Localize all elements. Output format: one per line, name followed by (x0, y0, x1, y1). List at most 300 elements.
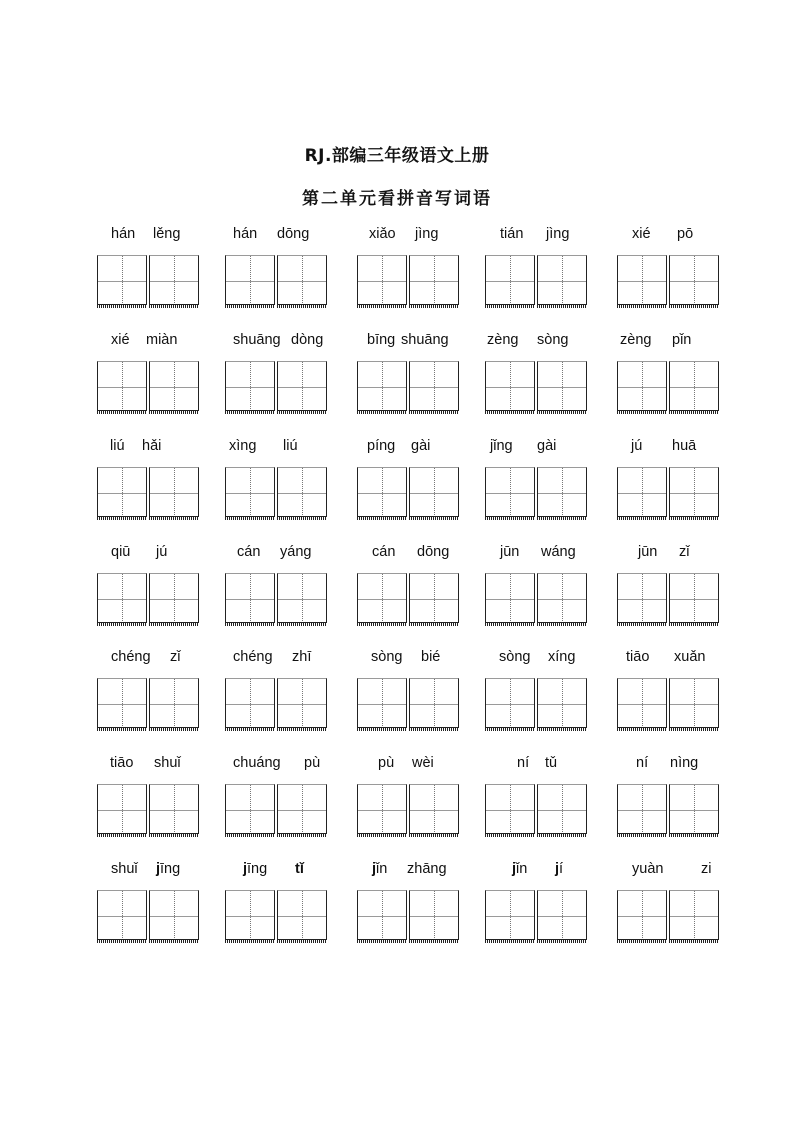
tianzige-pair (357, 361, 461, 413)
guide-line-horizontal (410, 599, 458, 600)
pinyin-label (357, 438, 461, 458)
tianzige-pair (617, 678, 721, 730)
pinyin-syllable: zǐ (679, 544, 690, 560)
tianzige-pair (225, 890, 329, 942)
guide-line-horizontal (358, 281, 406, 282)
guide-line-horizontal (670, 387, 718, 388)
pinyin-syllable: jú (156, 544, 168, 560)
word-item (97, 544, 201, 650)
pinyin-label (485, 438, 589, 458)
pinyin-label (225, 438, 329, 458)
word-item (225, 544, 329, 650)
writing-box[interactable] (537, 573, 587, 623)
word-row (0, 649, 794, 755)
pinyin-syllable: dòng (291, 332, 324, 348)
pinyin-syllable: tián (500, 226, 524, 242)
pinyin-syllable: chuáng (233, 755, 281, 771)
guide-line-horizontal (538, 916, 586, 917)
word-item (97, 226, 201, 332)
pinyin-syllable: jūn (638, 544, 658, 560)
guide-line-horizontal (670, 704, 718, 705)
word-item (357, 438, 461, 544)
pinyin-label (225, 755, 329, 775)
tianzige-pair (485, 361, 589, 413)
word-item (225, 649, 329, 755)
word-item (617, 544, 721, 650)
writing-box[interactable] (485, 890, 535, 940)
writing-box[interactable] (537, 678, 587, 728)
guide-line-horizontal (358, 704, 406, 705)
guide-line-horizontal (358, 493, 406, 494)
writing-box[interactable] (97, 784, 147, 834)
writing-box[interactable] (485, 573, 535, 623)
word-item (357, 332, 461, 438)
guide-line-horizontal (486, 916, 534, 917)
writing-box[interactable] (409, 573, 459, 623)
word-item (357, 861, 461, 967)
pinyin-label (617, 755, 721, 775)
pinyin-label (225, 544, 329, 564)
writing-box[interactable] (277, 890, 327, 940)
guide-line-horizontal (410, 493, 458, 494)
pinyin-syllable: chéng (233, 649, 273, 665)
pinyin-syllable: tǔ (545, 755, 558, 771)
writing-box[interactable] (357, 255, 407, 305)
guide-line-horizontal (226, 916, 274, 917)
guide-line-horizontal (150, 599, 198, 600)
writing-box[interactable] (485, 361, 535, 411)
pinyin-syllable: bié (421, 649, 441, 665)
pinyin-syllable: ní (517, 755, 530, 771)
writing-box[interactable] (97, 573, 147, 623)
tianzige-pair (97, 784, 201, 836)
pinyin-label (617, 861, 721, 881)
pinyin-syllable: tǐ (295, 861, 304, 877)
word-item (225, 755, 329, 861)
writing-box[interactable] (149, 255, 199, 305)
writing-box[interactable] (149, 890, 199, 940)
pinyin-syllable: jīng (156, 861, 181, 877)
word-item (97, 861, 201, 967)
pinyin-label (617, 438, 721, 458)
pinyin-syllable: hán (233, 226, 258, 242)
guide-line-horizontal (278, 916, 326, 917)
writing-box[interactable] (617, 255, 667, 305)
word-row (0, 226, 794, 332)
guide-line-horizontal (278, 599, 326, 600)
pinyin-label (485, 861, 589, 881)
pinyin-label (97, 649, 201, 669)
pinyin-label (225, 226, 329, 246)
guide-line-horizontal (278, 387, 326, 388)
guide-line-horizontal (670, 599, 718, 600)
pinyin-syllable: jǐng (490, 438, 513, 454)
writing-box[interactable] (669, 573, 719, 623)
pinyin-label (617, 544, 721, 564)
word-item (97, 332, 201, 438)
writing-box[interactable] (149, 573, 199, 623)
pinyin-label (485, 649, 589, 669)
tianzige-pair (225, 573, 329, 625)
writing-box[interactable] (409, 255, 459, 305)
pinyin-syllable: yuàn (632, 861, 664, 877)
writing-box[interactable] (357, 361, 407, 411)
writing-box[interactable] (97, 255, 147, 305)
word-item (617, 438, 721, 544)
writing-box[interactable] (225, 255, 275, 305)
guide-line-horizontal (538, 704, 586, 705)
guide-line-horizontal (150, 810, 198, 811)
word-item (225, 438, 329, 544)
writing-box[interactable] (669, 784, 719, 834)
pinyin-syllable: liú (110, 438, 125, 454)
guide-line-horizontal (538, 493, 586, 494)
guide-line-horizontal (278, 704, 326, 705)
pinyin-syllable: gài (411, 438, 431, 454)
writing-box[interactable] (485, 678, 535, 728)
pinyin-syllable: miàn (146, 332, 178, 348)
word-item (97, 755, 201, 861)
writing-box[interactable] (357, 678, 407, 728)
pinyin-syllable: yáng (280, 544, 312, 560)
writing-box[interactable] (617, 678, 667, 728)
pinyin-label (97, 544, 201, 564)
guide-line-horizontal (278, 493, 326, 494)
pinyin-syllable: wáng (541, 544, 576, 560)
pinyin-syllable: jūn (500, 544, 520, 560)
writing-box[interactable] (277, 784, 327, 834)
pinyin-syllable: huā (672, 438, 697, 454)
writing-box[interactable] (149, 784, 199, 834)
guide-line-horizontal (226, 599, 274, 600)
guide-line-horizontal (538, 810, 586, 811)
pinyin-syllable: liú (283, 438, 298, 454)
writing-box[interactable] (225, 890, 275, 940)
guide-line-horizontal (98, 810, 146, 811)
guide-line-horizontal (98, 281, 146, 282)
pinyin-label (485, 544, 589, 564)
guide-line-horizontal (618, 281, 666, 282)
pinyin-syllable: pō (677, 226, 694, 242)
pinyin-syllable: zhāng (407, 861, 447, 877)
pinyin-syllable: zhī (292, 649, 312, 665)
word-item (617, 755, 721, 861)
pinyin-syllable: qiū (111, 544, 131, 560)
guide-line-horizontal (410, 916, 458, 917)
pinyin-syllable: tiāo (626, 649, 650, 665)
pinyin-syllable: hǎi (142, 438, 162, 454)
word-item (97, 649, 201, 755)
writing-box[interactable] (277, 678, 327, 728)
writing-box[interactable] (149, 361, 199, 411)
page-subtitle: 第二单元看拼音写词语 (302, 189, 492, 209)
writing-box[interactable] (97, 361, 147, 411)
writing-box[interactable] (537, 784, 587, 834)
word-item (485, 544, 589, 650)
pinyin-syllable: tiāo (110, 755, 134, 771)
word-row (0, 544, 794, 650)
writing-box[interactable] (617, 890, 667, 940)
pinyin-syllable: dōng (277, 226, 310, 242)
pinyin-syllable: nìng (670, 755, 699, 771)
guide-line-horizontal (98, 704, 146, 705)
writing-box[interactable] (225, 361, 275, 411)
word-item (357, 226, 461, 332)
pinyin-label (97, 332, 201, 352)
word-item (617, 861, 721, 967)
writing-box[interactable] (537, 255, 587, 305)
tianzige-pair (97, 361, 201, 413)
pinyin-syllable: shuǐ (111, 861, 138, 877)
pinyin-syllable: xuǎn (674, 649, 706, 665)
tianzige-pair (617, 573, 721, 625)
tianzige-pair (357, 467, 461, 519)
tianzige-pair (485, 467, 589, 519)
guide-line-horizontal (538, 599, 586, 600)
pinyin-syllable: pǐn (672, 332, 692, 348)
writing-box[interactable] (277, 255, 327, 305)
writing-box[interactable] (409, 467, 459, 517)
guide-line-horizontal (358, 810, 406, 811)
writing-box[interactable] (149, 467, 199, 517)
guide-line-horizontal (226, 810, 274, 811)
pinyin-label (97, 226, 201, 246)
writing-box[interactable] (617, 784, 667, 834)
writing-box[interactable] (409, 784, 459, 834)
tianzige-pair (617, 361, 721, 413)
writing-box[interactable] (617, 467, 667, 517)
pinyin-syllable: pù (378, 755, 395, 771)
writing-box[interactable] (617, 361, 667, 411)
pinyin-label (357, 861, 461, 881)
writing-box[interactable] (485, 255, 535, 305)
writing-box[interactable] (409, 361, 459, 411)
pinyin-syllable: zǐ (170, 649, 181, 665)
pinyin-label (357, 649, 461, 669)
guide-line-horizontal (278, 281, 326, 282)
guide-line-horizontal (410, 810, 458, 811)
pinyin-syllable: jìng (415, 226, 439, 242)
guide-line-horizontal (150, 493, 198, 494)
writing-box[interactable] (669, 255, 719, 305)
pinyin-syllable: hán (111, 226, 136, 242)
guide-line-horizontal (150, 387, 198, 388)
guide-line-horizontal (538, 387, 586, 388)
pinyin-syllable: chéng (111, 649, 151, 665)
writing-box[interactable] (357, 467, 407, 517)
guide-line-horizontal (618, 387, 666, 388)
tianzige-pair (357, 678, 461, 730)
writing-box[interactable] (277, 467, 327, 517)
page-title: RJ.部编三年级语文上册 (304, 146, 490, 166)
tianzige-pair (225, 678, 329, 730)
tianzige-pair (97, 573, 201, 625)
pinyin-label (225, 861, 329, 881)
word-item (485, 861, 589, 967)
tianzige-pair (357, 890, 461, 942)
guide-line-horizontal (670, 281, 718, 282)
pinyin-syllable: lěng (153, 226, 181, 242)
pinyin-syllable: xié (111, 332, 130, 348)
guide-line-horizontal (98, 387, 146, 388)
writing-box[interactable] (277, 361, 327, 411)
guide-line-horizontal (98, 916, 146, 917)
word-item (485, 438, 589, 544)
word-row (0, 755, 794, 861)
pinyin-syllable: xié (632, 226, 651, 242)
pinyin-label (485, 332, 589, 352)
pinyin-syllable: píng (367, 438, 396, 454)
writing-box[interactable] (669, 678, 719, 728)
guide-line-horizontal (410, 704, 458, 705)
pinyin-label (357, 755, 461, 775)
tianzige-pair (617, 467, 721, 519)
writing-box[interactable] (225, 467, 275, 517)
writing-box[interactable] (485, 467, 535, 517)
guide-line-horizontal (486, 599, 534, 600)
pinyin-syllable: zi (701, 861, 712, 877)
pinyin-syllable: jú (631, 438, 643, 454)
guide-line-horizontal (358, 916, 406, 917)
word-row (0, 438, 794, 544)
guide-line-horizontal (98, 493, 146, 494)
pinyin-syllable: jǐn (372, 861, 388, 877)
pinyin-syllable: cán (372, 544, 396, 560)
tianzige-pair (357, 573, 461, 625)
guide-line-horizontal (618, 599, 666, 600)
tianzige-pair (617, 890, 721, 942)
word-item (485, 755, 589, 861)
guide-line-horizontal (226, 281, 274, 282)
word-item (357, 649, 461, 755)
writing-box[interactable] (669, 467, 719, 517)
pinyin-syllable: gài (537, 438, 557, 454)
pinyin-label (97, 438, 201, 458)
tianzige-pair (97, 255, 201, 307)
pinyin-syllable: pù (304, 755, 321, 771)
writing-box[interactable] (485, 784, 535, 834)
guide-line-horizontal (98, 599, 146, 600)
pinyin-syllable: cán (237, 544, 261, 560)
guide-line-horizontal (278, 810, 326, 811)
pinyin-syllable: jīng (243, 861, 268, 877)
guide-line-horizontal (150, 704, 198, 705)
tianzige-pair (225, 784, 329, 836)
word-item (485, 226, 589, 332)
tianzige-pair (97, 467, 201, 519)
pinyin-label (357, 544, 461, 564)
pinyin-syllable: jí (555, 861, 564, 877)
pinyin-syllable: sòng (499, 649, 531, 665)
pinyin-syllable: shuāng (401, 332, 449, 348)
writing-box[interactable] (617, 573, 667, 623)
guide-line-horizontal (670, 916, 718, 917)
writing-box[interactable] (357, 784, 407, 834)
tianzige-pair (485, 890, 589, 942)
guide-line-horizontal (670, 493, 718, 494)
writing-box[interactable] (357, 573, 407, 623)
word-item (97, 438, 201, 544)
guide-line-horizontal (358, 387, 406, 388)
guide-line-horizontal (150, 916, 198, 917)
writing-box[interactable] (97, 890, 147, 940)
pinyin-syllable: ní (636, 755, 649, 771)
pinyin-syllable: jǐn (512, 861, 528, 877)
guide-line-horizontal (486, 810, 534, 811)
guide-line-horizontal (150, 281, 198, 282)
word-item (485, 332, 589, 438)
writing-box[interactable] (409, 890, 459, 940)
guide-line-horizontal (618, 704, 666, 705)
writing-box[interactable] (97, 467, 147, 517)
pinyin-label (617, 226, 721, 246)
guide-line-horizontal (486, 493, 534, 494)
tianzige-pair (617, 255, 721, 307)
writing-box[interactable] (97, 678, 147, 728)
guide-line-horizontal (410, 387, 458, 388)
word-item (617, 332, 721, 438)
pinyin-label (485, 755, 589, 775)
writing-box[interactable] (537, 467, 587, 517)
writing-box[interactable] (149, 678, 199, 728)
writing-box[interactable] (357, 890, 407, 940)
writing-box[interactable] (277, 573, 327, 623)
pinyin-syllable: shuāng (233, 332, 281, 348)
tianzige-pair (97, 678, 201, 730)
writing-box[interactable] (537, 890, 587, 940)
pinyin-label (225, 332, 329, 352)
pinyin-syllable: shuǐ (154, 755, 181, 771)
tianzige-pair (225, 255, 329, 307)
word-row (0, 332, 794, 438)
guide-line-horizontal (226, 704, 274, 705)
writing-box[interactable] (537, 361, 587, 411)
writing-box[interactable] (409, 678, 459, 728)
tianzige-pair (97, 890, 201, 942)
tianzige-pair (485, 678, 589, 730)
guide-line-horizontal (538, 281, 586, 282)
pinyin-syllable: xiǎo (369, 226, 396, 242)
writing-box[interactable] (225, 573, 275, 623)
guide-line-horizontal (486, 704, 534, 705)
pinyin-syllable: sòng (537, 332, 569, 348)
tianzige-pair (225, 467, 329, 519)
pinyin-syllable: sòng (371, 649, 403, 665)
pinyin-label (357, 332, 461, 352)
guide-line-horizontal (358, 599, 406, 600)
guide-line-horizontal (486, 387, 534, 388)
guide-line-horizontal (670, 810, 718, 811)
pinyin-label (485, 226, 589, 246)
word-item (225, 226, 329, 332)
pinyin-syllable: dōng (417, 544, 450, 560)
writing-box[interactable] (669, 890, 719, 940)
tianzige-pair (485, 784, 589, 836)
writing-box[interactable] (225, 784, 275, 834)
pinyin-syllable: wèi (412, 755, 434, 771)
tianzige-pair (357, 784, 461, 836)
writing-box[interactable] (225, 678, 275, 728)
pinyin-label (97, 861, 201, 881)
pinyin-label (617, 649, 721, 669)
guide-line-horizontal (618, 810, 666, 811)
pinyin-syllable: xìng (229, 438, 257, 454)
pinyin-label (225, 649, 329, 669)
pinyin-label (357, 226, 461, 246)
word-item (357, 544, 461, 650)
writing-box[interactable] (669, 361, 719, 411)
tianzige-pair (485, 255, 589, 307)
